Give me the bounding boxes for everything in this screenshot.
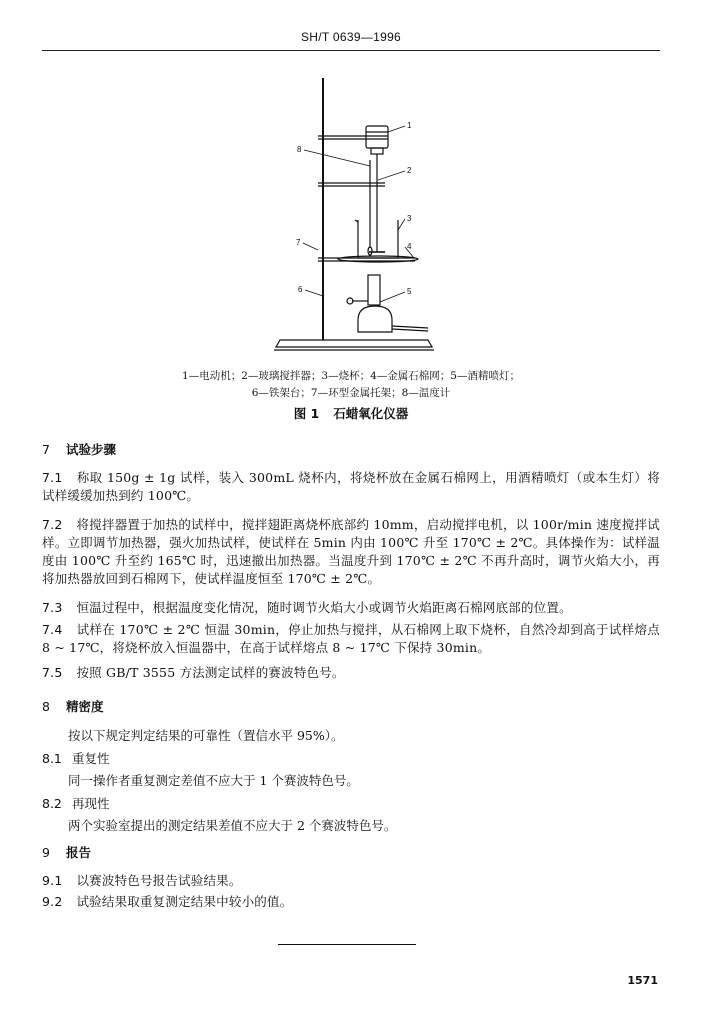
section-heading-7: 7 试验步骤: [42, 442, 117, 457]
figure-label-8: 8: [297, 145, 302, 154]
paragraph-9-2: 9.2 试验结果取重复测定结果中较小的值。: [42, 894, 293, 909]
stand-base: [276, 340, 432, 347]
section-8-intro: 按以下规定判定结果的可靠性（置信水平 95%）。: [68, 728, 344, 743]
page-number: 1571: [627, 974, 658, 987]
figure-label-7: 7: [296, 238, 301, 247]
header-rule: [42, 50, 660, 51]
figure-label-1: 1: [407, 121, 412, 130]
figure-title-text: 石蜡氧化仪器: [333, 406, 409, 421]
paragraph-7-5: 7.5 按照 GB/T 3555 方法测定试样的赛波特色号。: [42, 665, 345, 680]
figure-label-2: 2: [407, 166, 412, 175]
paragraph-7-2: 7.2 将搅拌器置于加热的试样中，搅拌翅距离烧杯底部约 10mm，启动搅拌电机，以 100r/min 速度搅拌试样。立即调节加热器，强火加热试样，使试样在 5min 内由 100℃ 升至 170℃ ± 2℃。具体操作为：试样温度由 100℃ 升至约 165℃ 时，迅速撤出加热器。当温度升到 170℃ ± 2℃ 不再升高时，调节火焰大小，再将加热器放回到石棉网下，使试样温度恒至 170℃ ± 2℃。: [42, 517, 660, 586]
end-rule: [278, 944, 416, 945]
paragraph-7-4: 7.4 试样在 170℃ ± 2℃ 恒温 30min，停止加热与搅拌，从石棉网上取下烧杯，自然冷却到高于试样熔点 8 ~ 17℃，将烧杯放入恒温器中，在高于试样熔点 8 ~ 17℃ 下保持 30min。: [42, 622, 660, 655]
apparatus-figure: [200, 70, 520, 360]
figure-label-4: 4: [407, 242, 412, 251]
figure-legend-line2: 6—铁架台；7—环型金属托架；8—温度计: [251, 387, 451, 399]
subsection-8-1: 8.1 重复性: [42, 751, 110, 766]
paragraph-9-1: 9.1 以赛波特色号报告试验结果。: [42, 873, 242, 888]
subsection-8-1-text: 同一操作者重复测定差值不应大于 1 个赛波特色号。: [68, 773, 359, 788]
section-heading-9: 9 报告: [42, 845, 92, 860]
alcohol-burner: [358, 306, 392, 332]
section-heading-8: 8 精密度: [42, 699, 104, 714]
subsection-8-2: 8.2 再现性: [42, 796, 110, 811]
paragraph-7-1: 7.1 称取 150g ± 1g 试样，装入 300mL 烧杯内，将烧杯放在金属石棉网上，用酒精喷灯（或本生灯）将试样缓缓加热到约 100℃。: [42, 470, 660, 503]
electric-motor: [366, 126, 388, 148]
subsection-8-2-text: 两个实验室提出的测定结果差值不应大于 2 个赛波特色号。: [68, 818, 397, 833]
figure-number: 图 1: [293, 406, 320, 421]
standard-code-header: SH/T 0639—1996: [300, 30, 402, 44]
figure-label-5: 5: [407, 287, 412, 296]
figure-title: [0, 404, 702, 422]
figure-label-3: 3: [407, 214, 412, 223]
paragraph-7-3: 7.3 恒温过程中，根据温度变化情况，随时调节火焰大小或调节火焰距离石棉网底部的位置。: [42, 600, 572, 615]
figure-legend-line1: 1—电动机；2—玻璃搅拌器；3—烧杯；4—金属石棉网；5—酒精喷灯；: [182, 370, 520, 382]
figure-label-6: 6: [298, 285, 303, 294]
